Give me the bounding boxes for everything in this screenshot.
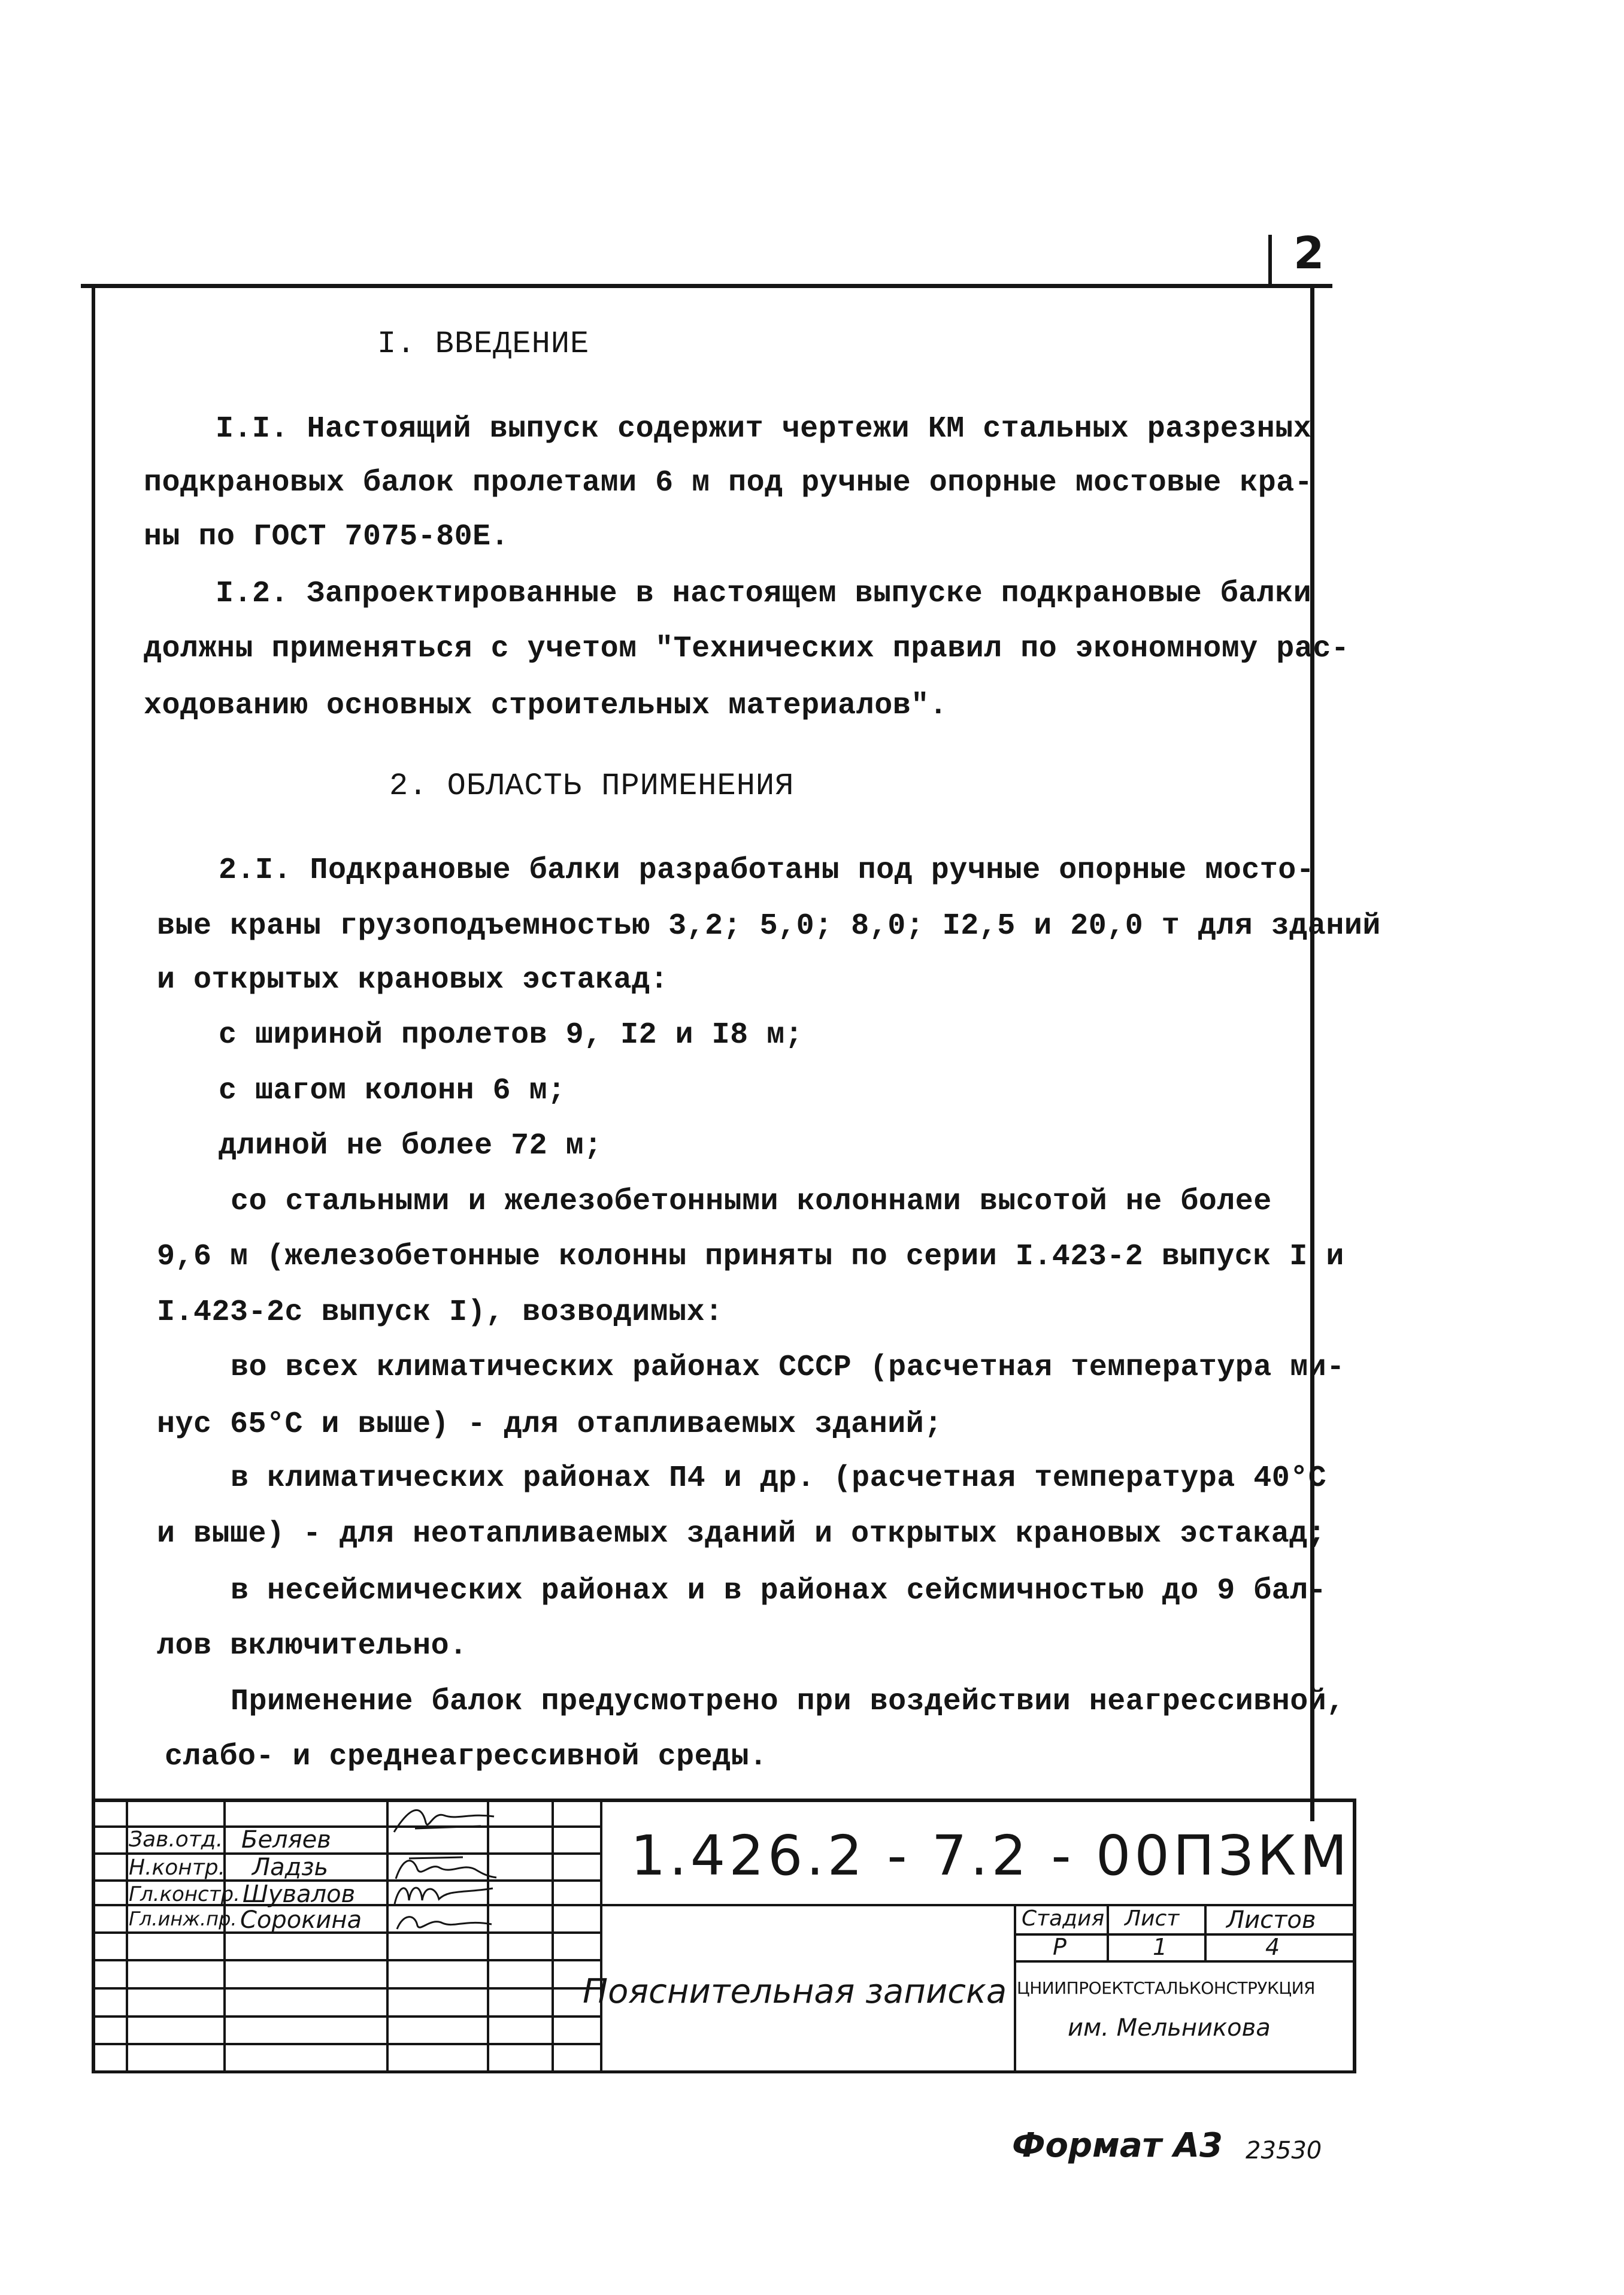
section-1-line: ны по ГОСТ 7075-80Е. <box>144 520 510 554</box>
section-2-line: Применение балок предусмотрено при воздействии неагрессивной, <box>231 1685 1345 1719</box>
organization-namesake: им. Мельникова <box>1068 2014 1271 2042</box>
title-block-top-rule <box>92 1799 1356 1802</box>
format-label: Формат А3 <box>1012 2126 1223 2165</box>
section-2-line: и открытых крановых эстакад: <box>157 963 669 997</box>
grid-line <box>1014 1960 1356 1963</box>
role-label: Гл.инж.пр. <box>129 1908 237 1930</box>
grid-line <box>92 2043 601 2045</box>
grid-line <box>126 1799 128 2073</box>
title-block <box>92 1799 1356 2073</box>
section-2-line: 2.I. Подкрановые балки разработаны под ручные опорные мосто- <box>219 853 1315 888</box>
signature-shuvalov <box>391 1878 499 1909</box>
grid-line <box>92 1987 601 1990</box>
person-name: Шувалов <box>243 1881 356 1908</box>
section-2-line: лов включительно. <box>157 1629 468 1663</box>
format-number: 23530 <box>1246 2137 1322 2164</box>
grid-line <box>552 1799 554 2073</box>
sheets-value: 4 <box>1265 1934 1280 1960</box>
grid-line <box>1107 1904 1109 1961</box>
person-name: Беляев <box>241 1826 331 1854</box>
sheet-number-divider <box>1268 235 1272 284</box>
title-block-bottom-rule <box>92 2070 1356 2073</box>
grid-line <box>1204 1904 1207 1961</box>
signature-beliaev <box>391 1804 499 1836</box>
role-label: Н.контр. <box>129 1855 226 1880</box>
grid-line <box>92 1852 601 1855</box>
document-name: Пояснительная записка <box>583 1972 1007 2011</box>
section-1-line: должны применяться с учетом "Технических правил по экономному рас- <box>144 632 1350 666</box>
section-2-line: со стальными и железобетонными колоннами высотой не более <box>231 1185 1272 1219</box>
section-2-line: 9,6 м (железобетонные колонны приняты по серии I.423-2 выпуск I и <box>157 1240 1344 1274</box>
role-label: Гл.констр. <box>129 1882 240 1906</box>
grid-line <box>600 1799 602 2073</box>
section-2-line: I.423-2с выпуск I), возводимых: <box>157 1295 723 1330</box>
stage-value: Р <box>1053 1934 1066 1960</box>
person-name: Сорокина <box>240 1906 362 1934</box>
sheet-number: 2 <box>1293 228 1325 279</box>
grid-line <box>223 1799 226 2073</box>
grid-line <box>92 1959 601 1961</box>
section-2-line: в несейсмических районах и в районах сейсмичностью до 9 бал- <box>231 1574 1327 1608</box>
signature-sorokina <box>391 1905 499 1936</box>
section-2-line: длиной не более 72 м; <box>219 1129 602 1163</box>
frame-top-border <box>81 284 1332 288</box>
section-1-title: I. ВВЕДЕНИЕ <box>377 326 590 362</box>
section-1-line: I.2. Запроектированные в настоящем выпуске подкрановые балки <box>216 577 1312 611</box>
section-2-line: с шириной пролетов 9, I2 и I8 м; <box>219 1018 804 1052</box>
section-2-line: и выше) - для неотапливаемых зданий и открытых крановых эстакад; <box>157 1517 1326 1551</box>
section-2-line: вые краны грузоподъемностью 3,2; 5,0; 8,0; I2,5 и 20,0 т для зданий <box>157 909 1381 943</box>
section-2-line: нус 65°С и выше) - для отапливаемых зданий; <box>157 1407 943 1442</box>
stage-label: Стадия <box>1022 1906 1105 1931</box>
section-2-line: в климатических районах П4 и др. (расчетная температура 40°С <box>231 1461 1327 1495</box>
section-2-line: во всех климатических районах СССР (расчетная температура ми- <box>231 1351 1345 1385</box>
grid-line <box>92 1799 94 2073</box>
grid-line <box>1014 1904 1016 2073</box>
section-1-line: I.I. Настоящий выпуск содержит чертежи КМ стальных разрезных <box>216 412 1312 446</box>
sheet-value: 1 <box>1153 1934 1168 1960</box>
section-2-title: 2. ОБЛАСТЬ ПРИМЕНЕНИЯ <box>389 768 795 804</box>
person-name: Ладзь <box>252 1854 329 1881</box>
role-label: Зав.отд. <box>129 1827 223 1852</box>
section-1-line: ходованию основных строительных материалов". <box>144 689 948 723</box>
grid-line <box>92 2015 601 2018</box>
grid-line <box>386 1799 389 2073</box>
title-block-right-rule <box>1353 1799 1356 2073</box>
section-2-line: слабо- и среднеагрессивной среды. <box>165 1740 768 1774</box>
sheets-label: Листов <box>1226 1906 1316 1934</box>
organization-name: ЦНИИПРОЕКТСТАЛЬКОНСТРУКЦИЯ <box>1017 1978 1315 1998</box>
document-code: 1.426.2 - 7.2 - 00ПЗКМ <box>631 1824 1351 1888</box>
sheet-label: Лист <box>1125 1906 1180 1931</box>
section-1-line: подкрановых балок пролетами 6 м под ручные опорные мостовые кра- <box>144 466 1313 500</box>
section-2-line: с шагом колонн 6 м; <box>219 1074 566 1108</box>
